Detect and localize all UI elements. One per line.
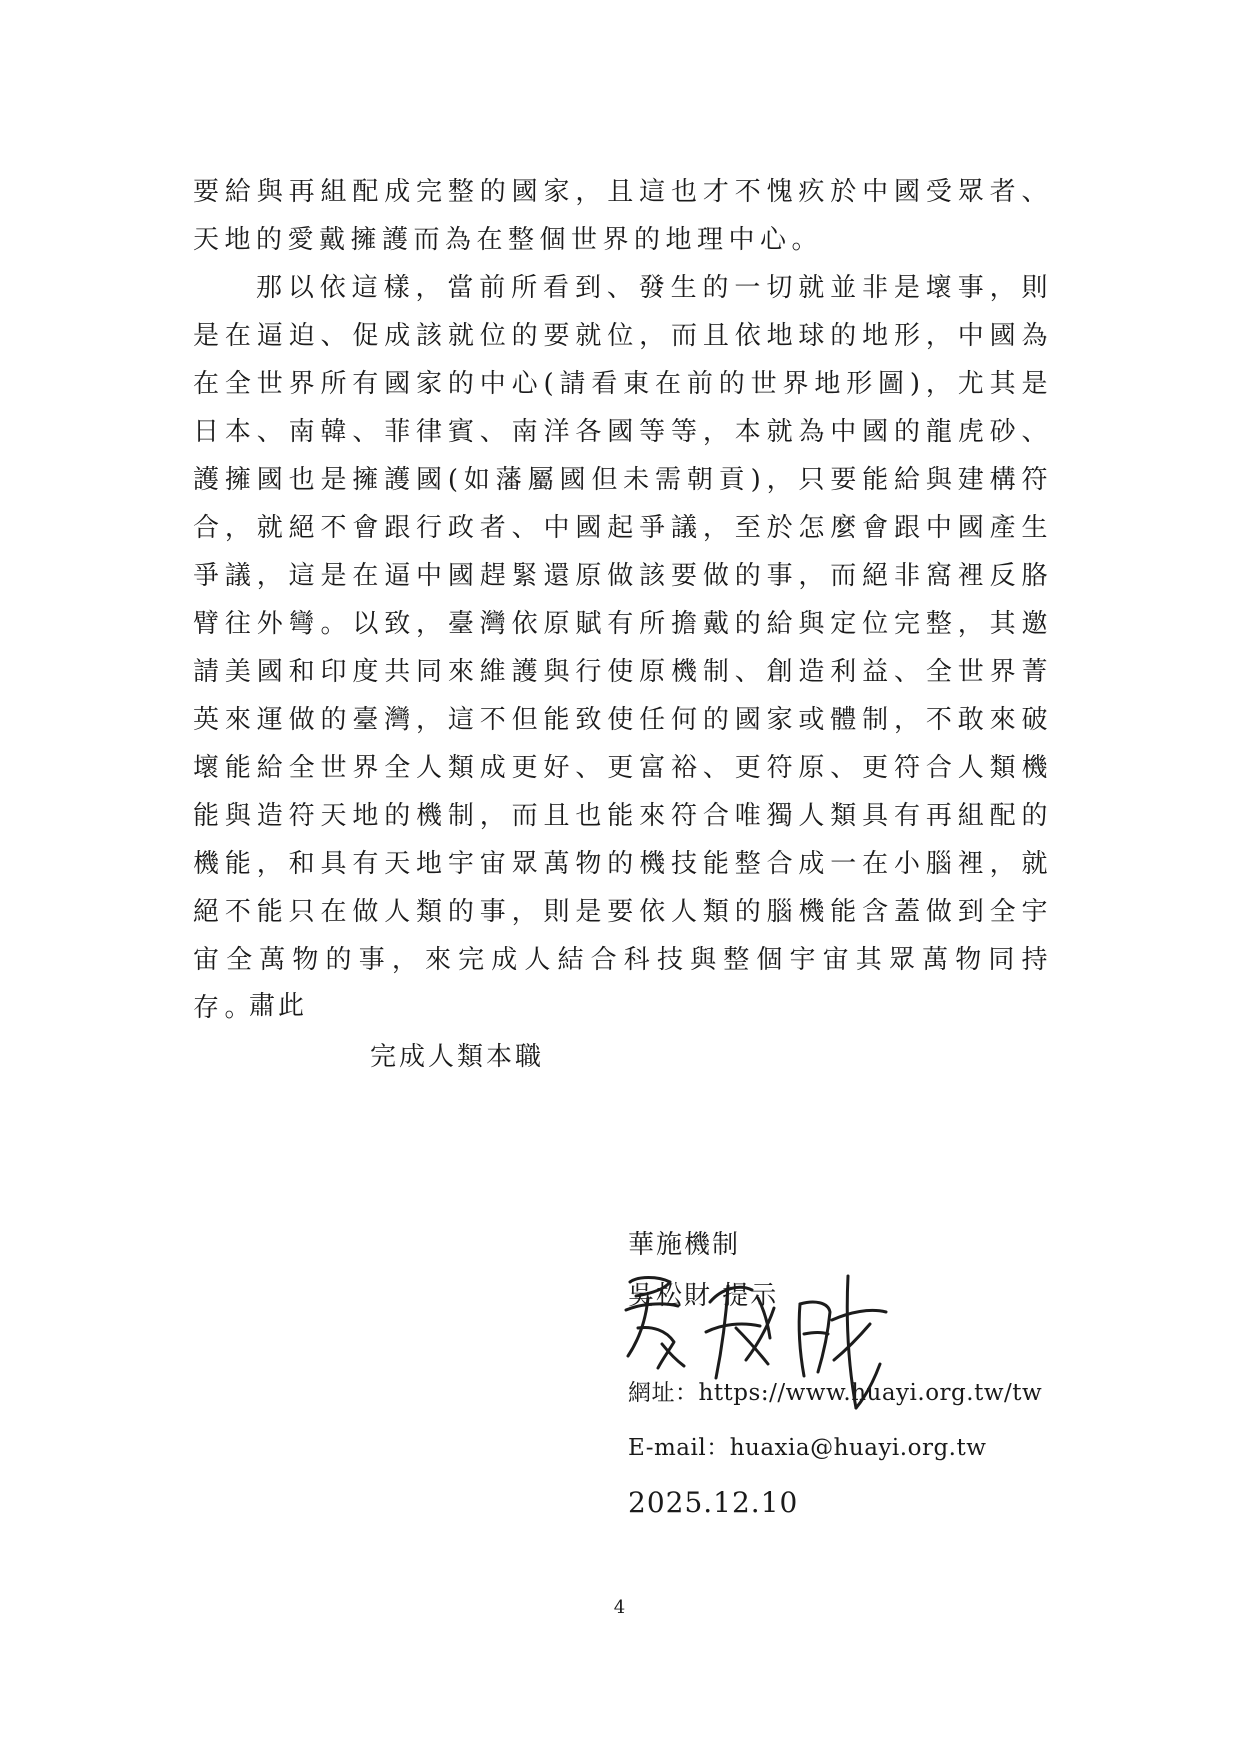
closing-salutation: 肅此 bbox=[249, 991, 308, 1021]
signature-url: 網址：https://www.huayi.org.tw/tw bbox=[628, 1380, 1043, 1406]
page-number: 4 bbox=[613, 1597, 626, 1618]
signature-email: E-mail：huaxia@huayi.org.tw bbox=[628, 1435, 987, 1461]
paragraph-2: 那以依這樣，當前所看到、發生的一切就並非是壞事，則是在逼迫、促成該就位的要就位，而且依地球的地形，中國為在全世界所有國家的中心(請看東在前的世界地形圖)，尤其是日本、南韓、菲律賓、南洋各國等等，本就為中國的龍虎砂、護擁國也是擁護國(如藩屬國但未需朝貢)，只要能給與建構符合，就絕不會跟行政者、中國起爭議，至於怎麼會跟中國產生爭議，這是在逼中國趕緊還原做該要做的事，而絕非窩裡反胳臂往外彎。以致，臺灣依原賦有所擔戴的給與定位完整，其邀請美國和印度共同來維護與行使原機制、創造利益、全世界菁英來運做的臺灣，這不但能致使任何的國家或體制，不敢來破壞能給全世界全人類成更好、更富裕、更符原、更符合人類機能與造符天地的機制，而且也能來符合唯獨人類具有再組配的機能，和具有天地宇宙眾萬物的機技能整合成一在小腦裡，就絕不能只在做人類的事，則是要依人類的腦機能含蓋做到全宇宙全萬物的事，來完成人結合科技與整個宇宙其眾萬物同持存。 bbox=[193, 273, 1053, 1023]
signature-org: 華施機制 bbox=[628, 1230, 741, 1260]
signature-date: 2025.12.10 bbox=[628, 1486, 799, 1519]
body-text bbox=[193, 168, 1053, 1032]
closing-subtitle: 完成人類本職 bbox=[370, 1042, 545, 1072]
signature-name: 吳松財 提示 bbox=[628, 1281, 779, 1311]
paragraph-1: 要給與再組配成完整的國家，且這也才不愧疚於中國受眾者、天地的愛戴擁護而為在整個世界的地理中心。 bbox=[193, 177, 1053, 255]
handwritten-signature bbox=[618, 1268, 908, 1418]
